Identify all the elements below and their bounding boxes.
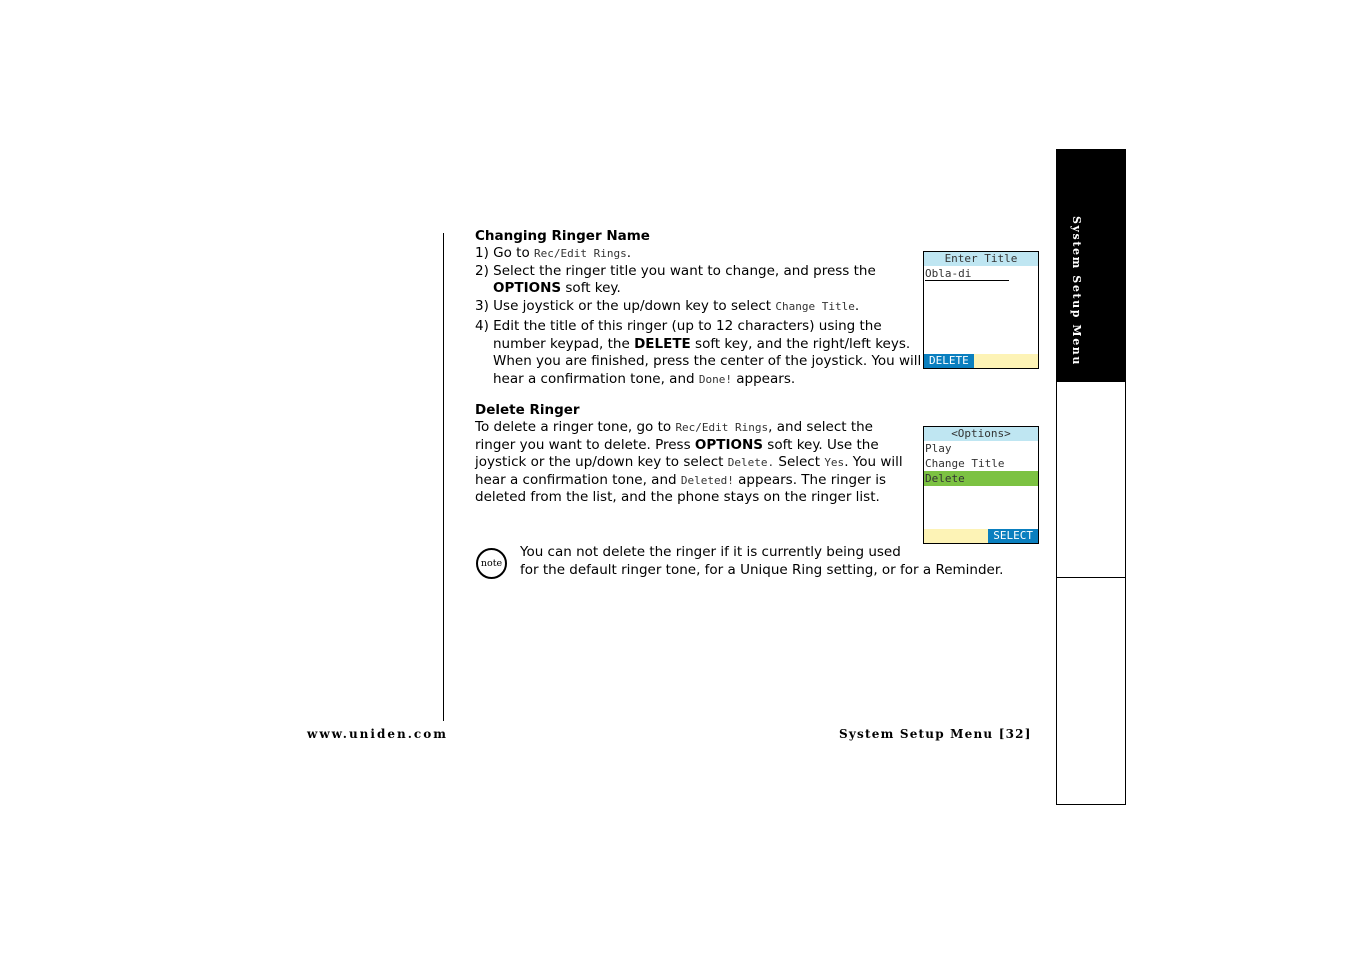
screen-title: Enter Title — [924, 252, 1038, 266]
step-4: 4) Edit the title of this ringer (up to 12 characters) using the number keypad, the DELETE soft key, and the right/left keys. When you are finished, press the center of the joystick. You will hear a confirmation tone, and Done! appears. — [475, 318, 922, 387]
delete-ringer-paragraph: To delete a ringer tone, go to Rec/Edit Rings, and select the ringer you want to delete. Press OPTIONS soft key. Use the joystick or the up/down key to select Delete. Select Yes. You will hear a confirmation tone, and Deleted! appears. The ringer is deleted from the list, and the phone stays on the ringer list. — [475, 419, 903, 505]
side-tab-active — [1056, 149, 1126, 382]
softkey-bar — [924, 354, 1038, 368]
lcd-text: Done! — [698, 372, 732, 386]
input-underline — [925, 267, 1009, 281]
menu-item-change-title: Change Title — [925, 457, 1005, 470]
footer-page-label: System Setup Menu [32] — [839, 727, 1032, 741]
margin-rule — [443, 233, 444, 721]
note-text: You can not delete the ringer if it is currently being used for the default ringer tone, for a Unique Ring setting, or for a Reminder. — [520, 544, 1004, 578]
delete-softkey: DELETE — [924, 354, 974, 368]
step-2: 2) Select the ringer title you want to change, and press the OPTIONS soft key. — [475, 262, 876, 296]
menu-item-delete-selected: Delete — [924, 471, 1038, 486]
footer-website: www.uniden.com — [307, 727, 448, 741]
step-1: 1) Go to Rec/Edit Rings. — [475, 245, 632, 261]
step-3: 3) Use joystick or the up/down key to select Change Title. — [475, 297, 860, 314]
note-icon: note — [476, 548, 507, 579]
section-heading-changing-ringer-name: Changing Ringer Name — [475, 228, 650, 244]
menu-item-play: Play — [925, 442, 952, 455]
title-input-value: Obla-di — [925, 267, 972, 280]
phone-screen-options — [923, 426, 1039, 544]
side-tab-label: System Setup Menu — [1070, 216, 1083, 366]
softkey-bar — [924, 529, 1038, 543]
lcd-text: Change Title — [775, 299, 855, 313]
phone-screen-enter-title — [923, 251, 1039, 369]
lcd-text: Rec/Edit Rings — [534, 247, 627, 260]
side-tab-divider — [1056, 577, 1126, 578]
screen-title: <Options> — [924, 427, 1038, 441]
section-heading-delete-ringer: Delete Ringer — [475, 402, 580, 418]
select-softkey: SELECT — [988, 529, 1038, 543]
